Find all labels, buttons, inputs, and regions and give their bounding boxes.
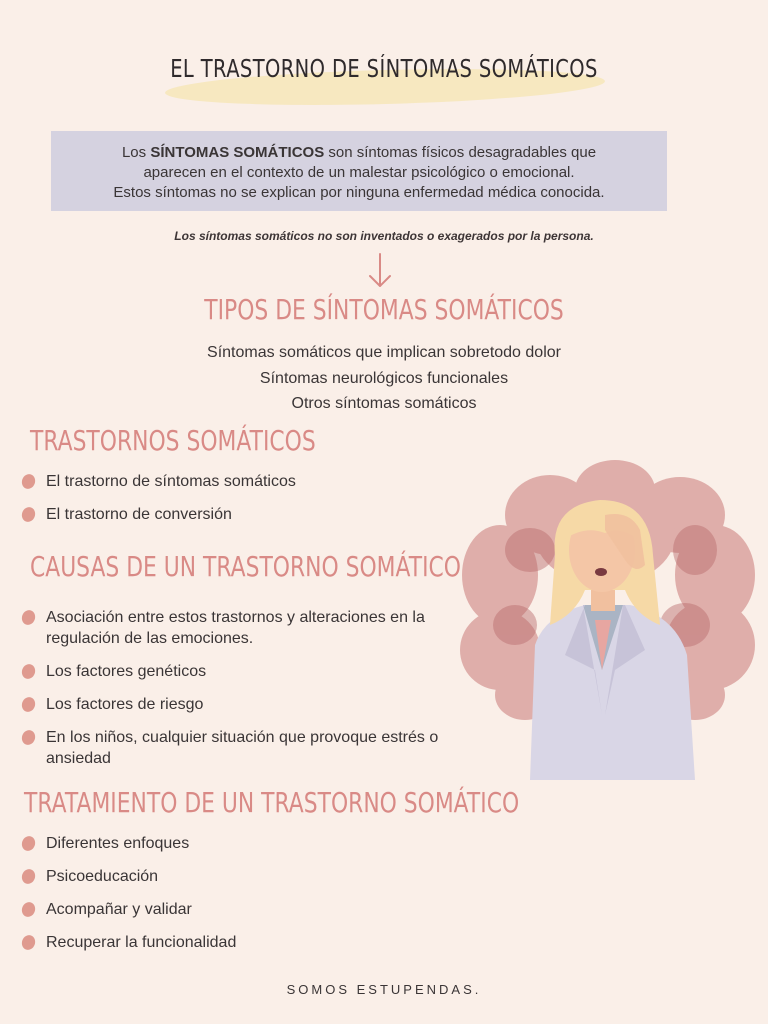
list-item (22, 833, 462, 854)
page-title: EL TRASTORNO DE SÍNTOMAS SOMÁTICOS (170, 54, 598, 83)
causas-title: CAUSAS DE UN TRASTORNO SOMÁTICO (30, 550, 461, 583)
bullet-dot (20, 900, 37, 919)
list-item-text: Acompañar y validar (46, 901, 192, 918)
tratamiento-list (22, 833, 462, 953)
list-item (22, 899, 462, 920)
title-area (0, 48, 768, 108)
definition-line-2: aparecen en el contexto de un malestar psicológico o emocional. (143, 164, 575, 181)
definition-term: SÍNTOMAS SOMÁTICOS (150, 144, 325, 161)
italic-note: Los síntomas somáticos no son inventados o exagerados por la persona. (174, 229, 594, 243)
list-item-text: Diferentes enfoques (46, 835, 190, 852)
bullet-dot (20, 834, 37, 853)
list-item (22, 694, 462, 715)
list-item-text: En los niños, cualquier situación que provoque estrés o ansiedad (46, 729, 439, 767)
definition-prefix: Los (121, 144, 151, 161)
trastornos-list (22, 471, 462, 525)
woman-illustration (455, 455, 760, 780)
definition-line-3: Estos síntomas no se explican por ninguna enfermedad médica conocida. (113, 184, 605, 201)
list-item-text: Recuperar la funcionalidad (46, 934, 237, 951)
list-item (22, 607, 462, 649)
definition-line-1 (69, 143, 649, 163)
list-item (22, 727, 466, 769)
list-item (22, 932, 462, 953)
arrow-down-icon (366, 252, 394, 290)
tipos-item: Síntomas somáticos que implican sobretodo dolor (207, 344, 561, 361)
tratamiento-title: TRATAMIENTO DE UN TRASTORNO SOMÁTICO (24, 786, 520, 819)
trastornos-title: TRASTORNOS SOMÁTICOS (30, 424, 316, 457)
list-item (22, 504, 462, 525)
list-item-text: El trastorno de conversión (46, 506, 232, 523)
tipos-list (0, 340, 768, 417)
list-item-text: Los factores de riesgo (46, 696, 204, 713)
bullet-dot (20, 867, 37, 886)
list-item-text: Psicoeducación (46, 868, 159, 885)
tipos-item: Síntomas neurológicos funcionales (259, 369, 509, 387)
list-item (22, 661, 462, 682)
list-item (22, 471, 462, 492)
definition-box (51, 131, 667, 211)
bullet-dot (20, 728, 37, 747)
definition-line-1-rest: son síntomas físicos desagradables que (324, 144, 597, 161)
tipos-item: Otros síntomas somáticos (291, 395, 477, 412)
causas-list (22, 607, 462, 769)
list-item (22, 866, 462, 887)
bullet-dot (20, 933, 37, 952)
bullet-dot (20, 505, 37, 524)
bullet-dot (20, 695, 37, 714)
bullet-dot (20, 472, 37, 491)
list-item-text: Los factores genéticos (46, 663, 207, 680)
footer-brand: SOMOS ESTUPENDAS. (286, 982, 482, 997)
bullet-dot (20, 608, 37, 627)
tipos-title: TIPOS DE SÍNTOMAS SOMÁTICOS (204, 293, 564, 326)
list-item-text: El trastorno de síntomas somáticos (46, 473, 296, 490)
bullet-dot (20, 662, 37, 681)
list-item-text: Asociación entre estos trastornos y alteraciones en la regulación de las emociones. (46, 609, 425, 647)
